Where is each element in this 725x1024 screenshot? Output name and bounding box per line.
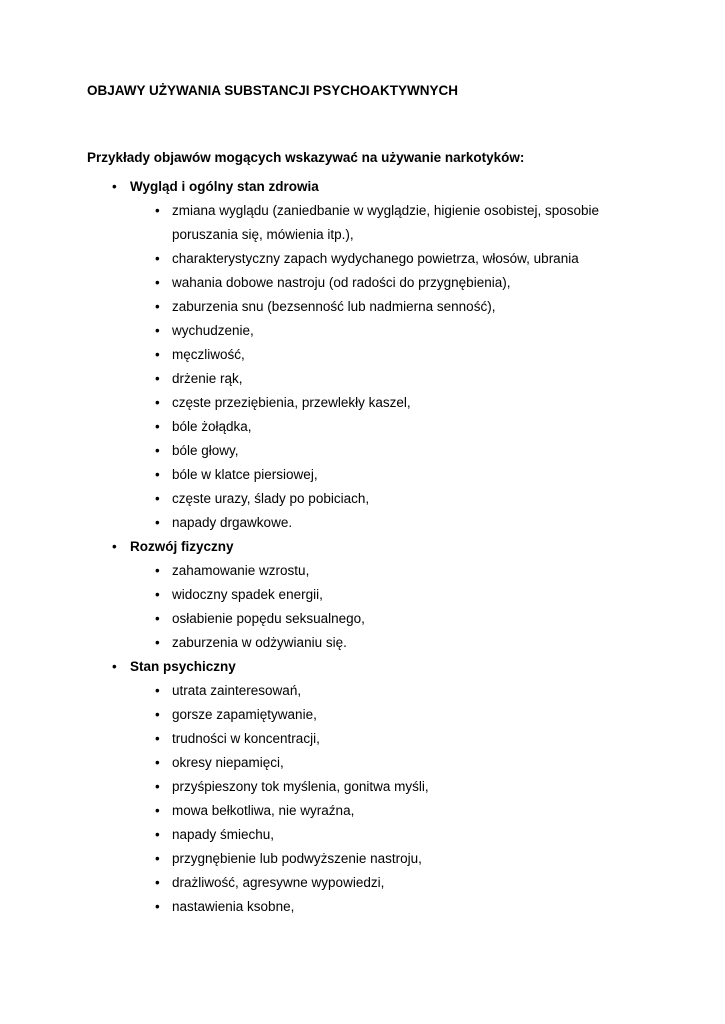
list-item-text: przygnębienie lub podwyższenie nastroju,: [172, 851, 422, 866]
list-item-text: męczliwość,: [172, 347, 245, 362]
list-item-text: napady drgawkowe.: [172, 515, 293, 530]
bullet-icon: •: [155, 683, 160, 698]
list-item-text: widoczny spadek energii,: [172, 587, 323, 602]
list-item-text: bóle głowy,: [172, 443, 239, 458]
list-item-text: zahamowanie wzrostu,: [172, 563, 310, 578]
list-item: [0, 871, 725, 895]
bullet-icon: •: [112, 539, 117, 554]
list-item: [0, 847, 725, 871]
list-item-text: nastawienia ksobne,: [172, 899, 295, 914]
section: [0, 175, 725, 535]
bullet-icon: •: [155, 731, 160, 746]
list-item: [0, 319, 725, 343]
list-item: [0, 679, 725, 703]
symptom-list: [0, 679, 725, 919]
bullet-icon: •: [155, 779, 160, 794]
list-item-text: bóle w klatce piersiowej,: [172, 467, 318, 482]
list-item: [0, 415, 725, 439]
symptom-list: [0, 199, 725, 535]
list-item: [0, 343, 725, 367]
list-item-text: napady śmiechu,: [172, 827, 275, 842]
bullet-icon: •: [155, 323, 160, 338]
section-heading: [0, 655, 725, 679]
list-item-text: mowa bełkotliwa, nie wyraźna,: [172, 803, 355, 818]
list-item-text: okresy niepamięci,: [172, 755, 284, 770]
list-item: [0, 511, 725, 535]
bullet-icon: •: [155, 587, 160, 602]
section-heading: [0, 535, 725, 559]
list-item: [0, 367, 725, 391]
bullet-icon: •: [155, 563, 160, 578]
bullet-icon: •: [155, 275, 160, 290]
list-item-text: wahania dobowe nastroju (od radości do przygnębienia),: [172, 275, 511, 290]
bullet-icon: •: [155, 635, 160, 650]
bullet-icon: •: [155, 851, 160, 866]
list-item-text: osłabienie popędu seksualnego,: [172, 611, 365, 626]
section-list: [0, 175, 725, 919]
list-item-text: częste urazy, ślady po pobiciach,: [172, 491, 370, 506]
section-heading-label: Rozwój fizyczny: [130, 539, 234, 554]
list-item: [0, 463, 725, 487]
list-item: [0, 703, 725, 727]
bullet-icon: •: [155, 347, 160, 362]
bullet-icon: •: [155, 803, 160, 818]
list-item: [0, 559, 725, 583]
list-item-text: utrata zainteresowań,: [172, 683, 302, 698]
list-item: [0, 823, 725, 847]
list-item: [0, 247, 725, 271]
bullet-icon: •: [112, 179, 117, 194]
bullet-icon: •: [155, 299, 160, 314]
bullet-icon: •: [155, 395, 160, 410]
bullet-icon: •: [155, 899, 160, 914]
symptom-list: [0, 559, 725, 655]
section-heading-label: Stan psychiczny: [130, 659, 236, 674]
bullet-icon: •: [155, 827, 160, 842]
bullet-icon: •: [155, 419, 160, 434]
list-item-text: przyśpieszony tok myślenia, gonitwa myśli,: [172, 779, 429, 794]
list-item-text: częste przeziębienia, przewlekły kaszel,: [172, 395, 411, 410]
list-item: [0, 895, 725, 919]
list-item-text: wychudzenie,: [172, 323, 254, 338]
bullet-icon: •: [155, 611, 160, 626]
list-item: [0, 607, 725, 631]
list-item-text: charakterystyczny zapach wydychanego powietrza, włosów, ubrania: [172, 251, 579, 266]
document-title: OBJAWY UŻYWANIA SUBSTANCJI PSYCHOAKTYWNYCH: [87, 83, 459, 98]
list-item: [0, 391, 725, 415]
list-item: [0, 631, 725, 655]
section-heading-label: Wygląd i ogólny stan zdrowia: [130, 179, 319, 194]
bullet-icon: •: [112, 659, 117, 674]
bullet-icon: •: [155, 755, 160, 770]
section: [0, 655, 725, 919]
bullet-icon: •: [155, 707, 160, 722]
bullet-icon: •: [155, 443, 160, 458]
list-item-text: drżenie rąk,: [172, 371, 243, 386]
bullet-icon: •: [155, 371, 160, 386]
list-item-text: zmiana wyglądu (zaniedbanie w wyglądzie, higienie osobistej, sposobie poruszania się, mówienia itp.),: [172, 203, 600, 242]
list-item: [0, 439, 725, 463]
intro-heading: Przykłady objawów mogących wskazywać na używanie narkotyków:: [87, 150, 525, 165]
list-item: [0, 295, 725, 319]
list-item: [0, 727, 725, 751]
list-item-text: zaburzenia w odżywianiu się.: [172, 635, 347, 650]
section-heading: [0, 175, 725, 199]
bullet-icon: •: [155, 251, 160, 266]
list-item-text: gorsze zapamiętywanie,: [172, 707, 317, 722]
list-item: [0, 487, 725, 511]
list-item: [0, 775, 725, 799]
section: [0, 535, 725, 655]
list-item: [0, 799, 725, 823]
bullet-icon: •: [155, 203, 160, 218]
list-item-text: bóle żołądka,: [172, 419, 252, 434]
list-item: [0, 583, 725, 607]
list-item: [0, 751, 725, 775]
list-item: [0, 199, 725, 247]
list-item: [0, 271, 725, 295]
bullet-icon: •: [155, 515, 160, 530]
bullet-icon: •: [155, 491, 160, 506]
bullet-icon: •: [155, 875, 160, 890]
list-item-text: drażliwość, agresywne wypowiedzi,: [172, 875, 385, 890]
bullet-icon: •: [155, 467, 160, 482]
list-item-text: trudności w koncentracji,: [172, 731, 320, 746]
list-item-text: zaburzenia snu (bezsenność lub nadmierna senność),: [172, 299, 496, 314]
